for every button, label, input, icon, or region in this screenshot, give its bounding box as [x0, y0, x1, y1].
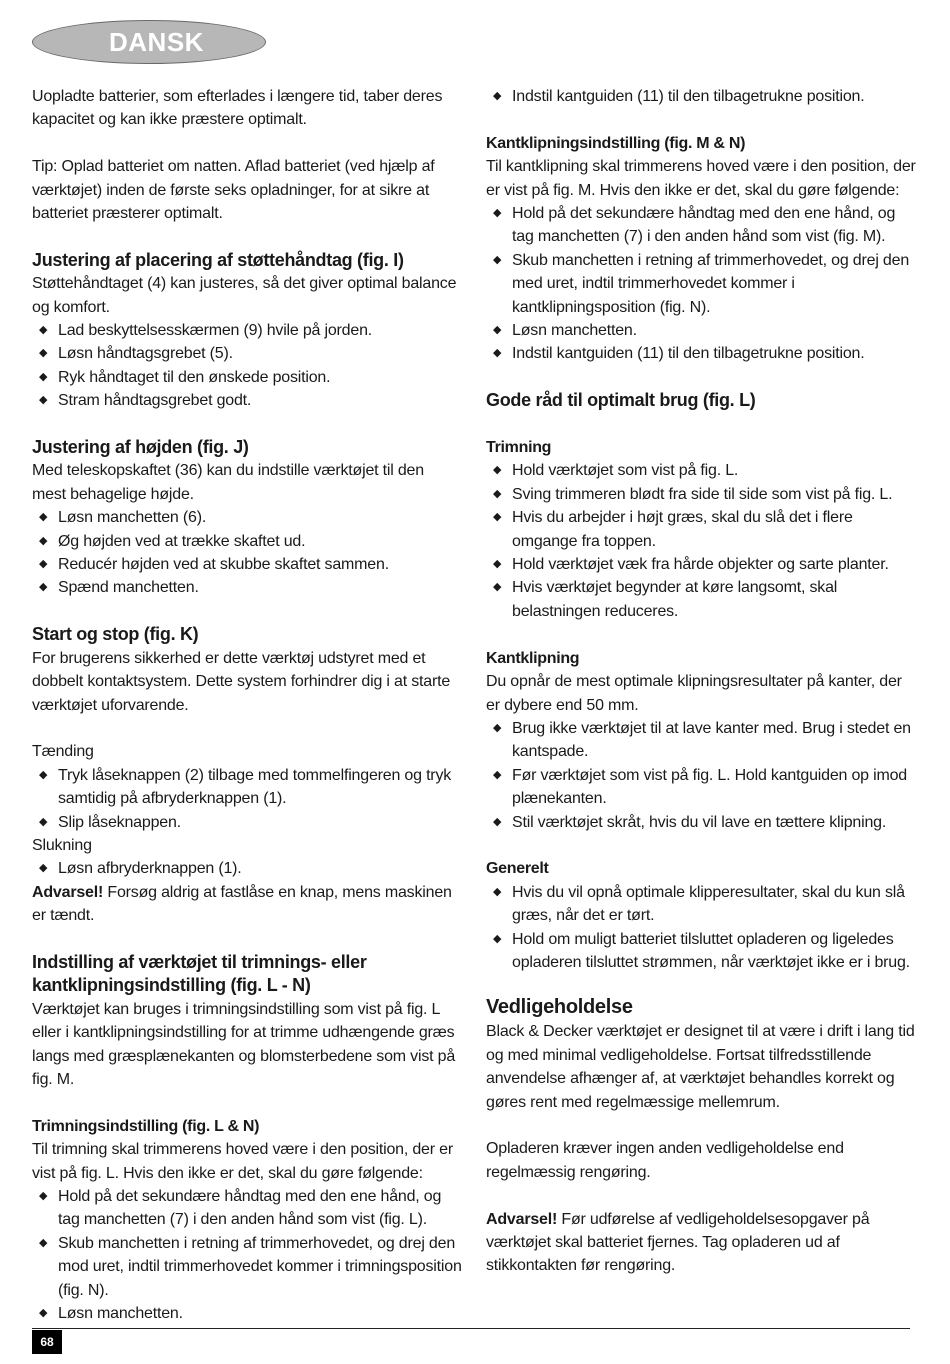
list-item-text: Hold værktøjet væk fra hårde objekter og sarte planter. — [512, 556, 889, 574]
bullet-diamond-icon: ◆ — [493, 324, 502, 337]
trimming-mode-list — [32, 1185, 462, 1325]
maintenance-text-1: Black & Decker værktøjet er designet til at være i drift i lang tid og med minimal vedligeholdelse. Fortsat tilfredsstillende anvendelse afhænger af, at værktøjet behandles korrekt og gøres rent med regelmæssige mellemrum. — [486, 1023, 915, 1111]
list-item — [486, 928, 916, 975]
bullet-diamond-icon: ◆ — [493, 885, 502, 898]
list-item-text: Indstil kantguiden (11) til den tilbagetrukne position. — [512, 345, 865, 363]
list-item — [32, 530, 462, 553]
heading-usage-tips: Gode råd til optimalt brug (fig. L) — [486, 390, 756, 411]
list-item-text: Løsn håndtagsgrebet (5). — [58, 345, 233, 363]
maintenance-warning — [486, 1208, 916, 1278]
start-stop-text: For brugerens sikkerhed er dette værktøj udstyret med et dobbelt kontaktsystem. Dette system forhindrer dig i at starte værktøjet uforvarende. — [32, 649, 451, 714]
bullet-diamond-icon: ◆ — [39, 558, 48, 571]
bullet-diamond-icon: ◆ — [493, 464, 502, 477]
list-item — [32, 389, 462, 412]
heading-general-tips: Generelt — [486, 860, 549, 878]
list-item-text: Hold på det sekundære håndtag med den ene hånd, og tag manchetten (7) i den anden hånd som vist (fig. L). — [58, 1187, 442, 1229]
list-item — [486, 764, 916, 811]
switch-on-label: Tænding — [32, 743, 94, 761]
battery-tip-paragraph: Tip: Oplad batteriet om natten. Aflad batteriet (ved hjælp af værktøjet) inden de første seks opladninger, for at sikre at batteriet præsterer optimalt. — [32, 158, 435, 223]
switch-off-list — [32, 857, 462, 880]
list-item — [32, 764, 462, 811]
edging-tips-list — [486, 717, 916, 834]
warning-label: Advarsel! — [486, 1210, 558, 1228]
bullet-diamond-icon: ◆ — [493, 815, 502, 828]
bullet-diamond-icon: ◆ — [39, 534, 48, 547]
list-item-text: Hold om muligt batteriet tilsluttet opladeren og ligeledes opladeren tilsluttet strømmen, når værktøjet ikke er i brug. — [512, 930, 910, 971]
bullet-diamond-icon: ◆ — [493, 207, 502, 220]
list-item-text: Hold på det sekundære håndtag med den ene hånd, og tag manchetten (7) i den anden hånd som vist (fig. M). — [512, 205, 896, 246]
bullet-diamond-icon: ◆ — [39, 862, 48, 875]
bullet-diamond-icon: ◆ — [39, 511, 48, 524]
footer-rule — [32, 1328, 910, 1329]
bullet-diamond-icon: ◆ — [39, 394, 48, 407]
bullet-diamond-icon: ◆ — [39, 1189, 48, 1202]
maintenance-text-2: Opladeren kræver ingen anden vedligeholdelse end regelmæssig rengøring. — [486, 1140, 844, 1181]
bullet-diamond-icon: ◆ — [39, 1307, 48, 1320]
list-item — [32, 576, 462, 599]
page-number: 68 — [32, 1330, 62, 1354]
list-item — [32, 553, 462, 576]
list-item-text: Tryk låseknappen (2) tilbage med tommelfingeren og tryk samtidig på afbryderknappen (1). — [58, 766, 452, 808]
list-item-text: Øg højden ved at trække skaftet ud. — [58, 532, 306, 550]
list-item — [486, 576, 916, 623]
list-item-text: Løsn manchetten (6). — [58, 509, 207, 527]
bullet-diamond-icon: ◆ — [493, 932, 502, 945]
warning-text: Forsøg aldrig at fastlåse en knap, mens maskinen er tændt. — [32, 883, 452, 925]
general-tips-list — [486, 881, 916, 975]
heading-trimming-mode: Trimningsindstilling (fig. L & N) — [32, 1117, 260, 1135]
heading-support-handle: Justering af placering af støttehåndtag (fig. I) — [32, 249, 404, 270]
warning-text: Før udførelse af vedligeholdelsesopgaver på værktøjet skal batteriet fjernes. Tag opladeren ud af stikkontakten før rengøring. — [486, 1210, 870, 1275]
bullet-diamond-icon: ◆ — [39, 324, 48, 337]
list-item-text: Hold værktøjet som vist på fig. L. — [512, 462, 739, 480]
heading-maintenance: Vedligeholdelse — [486, 996, 633, 1019]
language-badge — [32, 20, 266, 64]
switch-on-list — [32, 764, 462, 834]
bullet-diamond-icon: ◆ — [39, 1236, 48, 1249]
list-item — [486, 553, 916, 576]
bullet-diamond-icon: ◆ — [493, 558, 502, 571]
list-item-text: Løsn afbryderknappen (1). — [58, 860, 242, 878]
list-item — [486, 811, 916, 834]
list-item-text: Indstil kantguiden (11) til den tilbagetrukne position. — [512, 88, 865, 105]
list-item-text: Ryk håndtaget til den ønskede position. — [58, 368, 331, 386]
list-item — [486, 459, 916, 482]
bullet-diamond-icon: ◆ — [39, 815, 48, 828]
list-item-text: Før værktøjet som vist på fig. L. Hold kantguiden op imod plænekanten. — [512, 766, 907, 808]
list-item — [486, 249, 916, 319]
support-handle-text: Støttehåndtaget (4) kan justeres, så det giver optimal balance og komfort. — [32, 275, 457, 316]
start-stop-warning — [32, 881, 462, 928]
warning-label: Advarsel! — [32, 883, 104, 901]
bullet-diamond-icon: ◆ — [39, 768, 48, 781]
list-item — [486, 717, 916, 764]
heading-trimming-tips: Trimning — [486, 439, 552, 457]
edging-mode-text: Til kantklipning skal trimmerens hoved være i den position, der er vist på fig. M. Hvis den ikke er det, skal du gøre følgende: — [486, 158, 916, 199]
bullet-diamond-icon: ◆ — [493, 581, 502, 594]
list-item — [32, 366, 462, 389]
list-item-text: Brug ikke værktøjet til at lave kanter med. Brug i stedet en kantspade. — [512, 719, 911, 761]
bullet-diamond-icon: ◆ — [39, 347, 48, 360]
list-item — [32, 319, 462, 342]
trimming-mode-list-cont — [486, 85, 916, 108]
battery-paragraph-1: Uopladte batterier, som efterlades i længere tid, taber deres kapacitet og kan ikke præstere optimalt. — [32, 88, 443, 129]
switch-off-label: Slukning — [32, 836, 92, 854]
list-item — [32, 1185, 462, 1232]
list-item-text: Skub manchetten i retning af trimmerhovedet, og drej den mod uret, indtil trimmerhovedet kommer i trimningsposition (fig. N). — [58, 1234, 462, 1299]
list-item — [32, 1302, 462, 1325]
list-item-text: Hvis du vil opnå optimale klipperesultater, skal du kun slå græs, når det er tørt. — [512, 883, 905, 925]
bullet-diamond-icon: ◆ — [493, 511, 502, 524]
heading-mode-setting: Indstilling af værktøjet til trimnings- eller kantklipningsindstilling (fig. L - N) — [32, 951, 367, 996]
bullet-diamond-icon: ◆ — [493, 487, 502, 500]
heading-edging-tips: Kantklipning — [486, 649, 580, 667]
support-handle-list — [32, 319, 462, 413]
height-adjust-list — [32, 506, 462, 600]
bullet-diamond-icon: ◆ — [39, 581, 48, 594]
list-item-text: Slip låseknappen. — [58, 813, 181, 831]
list-item-text: Skub manchetten i retning af trimmerhovedet, og drej den med uret, indtil trimmerhovedet kommer i kantklipningsposition (fig. N). — [512, 251, 910, 316]
list-item-text: Hvis værktøjet begynder at køre langsomt, skal belastningen reduceres. — [512, 579, 838, 620]
list-item-text: Lad beskyttelsesskærmen (9) hvile på jorden. — [58, 322, 373, 340]
list-item — [486, 202, 916, 249]
list-item-text: Reducér højden ved at skubbe skaftet sammen. — [58, 556, 389, 574]
list-item — [486, 85, 916, 108]
trimming-mode-text: Til trimning skal trimmerens hoved være i den position, der er vist på fig. L. Hvis den ikke er det, skal du gøre følgende: — [32, 1141, 453, 1182]
right-column — [486, 85, 916, 1278]
height-adjust-text: Med teleskopskaftet (36) kan du indstille værktøjet til den mest behagelige højde. — [32, 462, 424, 503]
list-item-text: Spænd manchetten. — [58, 579, 199, 597]
list-item — [32, 857, 462, 880]
list-item — [486, 342, 916, 365]
bullet-diamond-icon: ◆ — [493, 768, 502, 781]
list-item — [486, 483, 916, 506]
bullet-diamond-icon: ◆ — [493, 253, 502, 266]
list-item — [486, 319, 916, 342]
list-item-text: Stil værktøjet skråt, hvis du vil lave en tættere klipning. — [512, 813, 887, 831]
heading-edging-mode: Kantklipningsindstilling (fig. M & N) — [486, 134, 746, 152]
list-item — [486, 506, 916, 553]
list-item — [32, 1232, 462, 1302]
edging-tips-text: Du opnår de mest optimale klipningsresultater på kanter, der er dybere end 50 mm. — [486, 673, 902, 714]
list-item — [32, 342, 462, 365]
bullet-diamond-icon: ◆ — [493, 90, 502, 102]
list-item-text: Hvis du arbejder i højt græs, skal du slå det i flere omgange fra toppen. — [512, 509, 853, 550]
heading-height-adjust: Justering af højden (fig. J) — [32, 437, 249, 458]
list-item — [32, 506, 462, 529]
language-label: DANSK — [109, 27, 204, 57]
list-item-text: Løsn manchetten. — [512, 322, 637, 340]
list-item-text: Sving trimmeren blødt fra side til side som vist på fig. L. — [512, 485, 893, 503]
heading-start-stop: Start og stop (fig. K) — [32, 624, 199, 645]
bullet-diamond-icon: ◆ — [493, 347, 502, 360]
bullet-diamond-icon: ◆ — [39, 370, 48, 383]
trimming-tips-list — [486, 459, 916, 623]
list-item-text: Løsn manchetten. — [58, 1305, 183, 1323]
edging-mode-list — [486, 202, 916, 366]
bullet-diamond-icon: ◆ — [493, 721, 502, 734]
list-item — [486, 881, 916, 928]
list-item — [32, 811, 462, 834]
list-item-text: Stram håndtagsgrebet godt. — [58, 392, 252, 410]
left-column — [32, 85, 462, 1325]
mode-setting-text: Værktøjet kan bruges i trimningsindstilling som vist på fig. L eller i kantklipningsindstilling for at trimme udhængende græs langs med græsplænekanten og blomsterbedene som vist på fig. M. — [32, 1000, 456, 1088]
